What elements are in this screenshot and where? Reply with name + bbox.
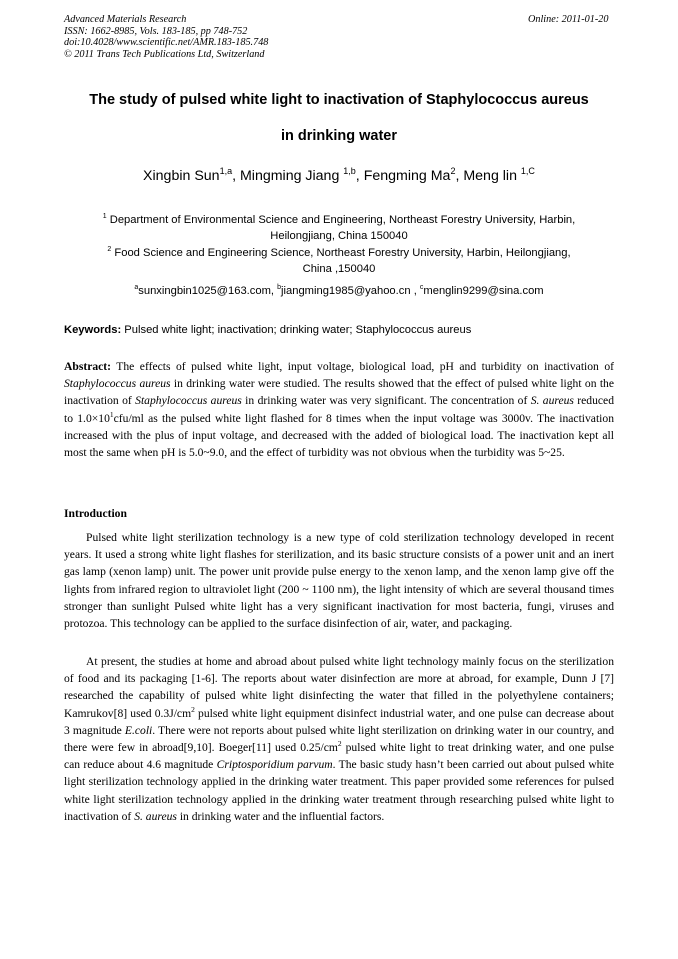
journal-issn: ISSN: 1662-8985, Vols. 183-185, pp 748-752 [64, 25, 248, 37]
abstract-text: in drinking water were studied. The results showed that the effect of pulsed white light on the inactivation of [64, 377, 614, 408]
author-separator: , [232, 168, 240, 184]
journal-copyright: © 2011 Trans Tech Publications Ltd, Switzerland [64, 48, 265, 60]
affiliation-2-line-2: China ,150040 [302, 263, 376, 275]
affiliation-1 [64, 212, 614, 244]
paragraph-text: At present, the studies at home and abroad about pulsed white light technology mainly focus on the sterilization of food and its packaging [1-6]. The reports about water disinfection are more at abroad, for example, Dunn J [7] researched the capability of pulsed white light disinfecting the water that filled in the polyethylene containers; Kamrukov[8] used 0.3J/cm [64, 655, 614, 720]
paragraph-text: pulsed white light to treat drinking water, and one pulse can reduce about 4.6 magnitude [64, 741, 614, 772]
author-name: Mingming Jiang [239, 168, 344, 184]
affiliation-marker: 2 [107, 246, 112, 253]
online-date: Online: 2011-01-20 [528, 14, 609, 25]
abstract-text: The effects of pulsed white light, input voltage, biological load, pH and turbidity on inactivation of [111, 360, 614, 373]
species-name: Staphylococcus aureus [135, 394, 242, 408]
author-separator: , [455, 168, 464, 184]
affiliation-text: Department of Environmental Science and Engineering, Northeast Forestry University, Harbin, [106, 214, 576, 226]
exponent: 2 [191, 704, 195, 714]
keywords-text: Pulsed white light; inactivation; drinking water; Staphylococcus aureus [121, 324, 472, 336]
email-link[interactable]: jiangming1985@yahoo.cn , [281, 285, 420, 297]
author-name: Xingbin Sun [143, 168, 220, 184]
journal-header [64, 14, 268, 60]
affiliation-2-line-1 [64, 245, 614, 261]
abstract [64, 358, 614, 461]
paragraph-text: pulsed white light equipment disinfect industrial water, and one pulse can decrease about 3 magnitude [64, 706, 614, 737]
paragraph-text: in drinking water and the influential factors. [176, 809, 385, 823]
species-name: Criptosporidium parvum [216, 758, 333, 772]
affiliation-2 [64, 245, 614, 277]
introduction-paragraph-2 [64, 653, 614, 825]
email-marker: c [419, 284, 424, 291]
journal-name: Advanced Materials Research [64, 14, 187, 25]
author-superscript: 1,b [343, 166, 356, 176]
introduction-paragraph-1: Pulsed white light sterilization technology is a new type of cold sterilization technology developed in recent years. It used a strong white light flashes for sterilization, and its basic structure consists of a power unit and an inert gas lamp (xenon lamp) unit. The power unit provide pulse energy to the xenon lamp, and the xenon lamp give off the lights from infrared region to ultraviolet light (200 ~ 1100 nm), the light intensity of which are several thousand times stronger than sunlight Pulsed white light has a very significant inactivation for most bacteria, fungi, viruses and protozoa. This technology can be applied to the surface disinfection of air, water, and packaging. [64, 531, 614, 631]
species-name: S. aureus [134, 809, 177, 823]
author-name: Meng lin [463, 168, 521, 184]
paper-title-line-2: in drinking water [280, 128, 397, 144]
affiliation-text: Food Science and Engineering Science, Northeast Forestry University, Harbin, Heilongjiang, [111, 247, 571, 259]
section-heading-introduction: Introduction [64, 507, 127, 520]
journal-doi: doi:10.4028/www.scientific.net/AMR.183-185.748 [64, 37, 269, 48]
abstract-text: reduced to 1.0×10 [64, 394, 614, 425]
abstract-label: Abstract: [64, 360, 112, 373]
abstract-text: cfu/ml as the pulsed white light flashed for 8 times when the input voltage was 3000v. The inactivation increased with the plus of input voltage, and decreased with the added of biological load. The inactivation kept all most the same when pH is 5.0~9.0, and the effect of turbidity was not obvious when the turbidity was 5~25. [64, 411, 614, 460]
keywords-label: Keywords: [64, 324, 122, 336]
author-superscript: 2 [450, 166, 456, 176]
author-separator: , [355, 168, 364, 184]
email-link[interactable]: menglin9299@sina.com [423, 285, 544, 297]
abstract-text: in drinking water was very significant. The concentration of [241, 394, 531, 408]
affiliation-1-line-1 [64, 212, 614, 228]
species-name: S. aureus [530, 394, 574, 408]
author-superscript: 1,C [520, 166, 535, 176]
exponent: 1 [109, 409, 114, 419]
email-link[interactable]: sunxingbin1025@163.com, [138, 285, 278, 297]
email-marker: b [277, 284, 282, 291]
author-name: Fengming Ma [363, 168, 451, 184]
exponent: 2 [337, 739, 342, 749]
affiliation-marker: 1 [102, 213, 107, 220]
author-list [40, 166, 638, 186]
paragraph-text: . There were not reports about pulsed white light sterilization on drinking water in our country, and there were few in abroad[9,10]. Boeger[11] used 0.25/cm [64, 723, 614, 755]
author-superscript: 1,a [219, 166, 233, 176]
species-name: E.coli [124, 723, 153, 737]
paper-title-line-1: The study of pulsed white light to inactivation of Staphylococcus aureus [89, 92, 589, 108]
email-marker: a [134, 284, 139, 291]
species-name: Staphylococcus aureus [64, 377, 171, 391]
paragraph-text: . The basic study hasn’t been carried out about pulsed white light sterilization technology applied in the drinking water treatment. This paper provided some references for pulsed white light sterilization technology applied in the drinking water treatment through researching pulsed white light to inactivation of [64, 758, 614, 823]
keywords [64, 323, 614, 338]
affiliation-1-line-2: Heilongjiang, China 150040 [270, 230, 408, 242]
author-emails [64, 283, 614, 299]
